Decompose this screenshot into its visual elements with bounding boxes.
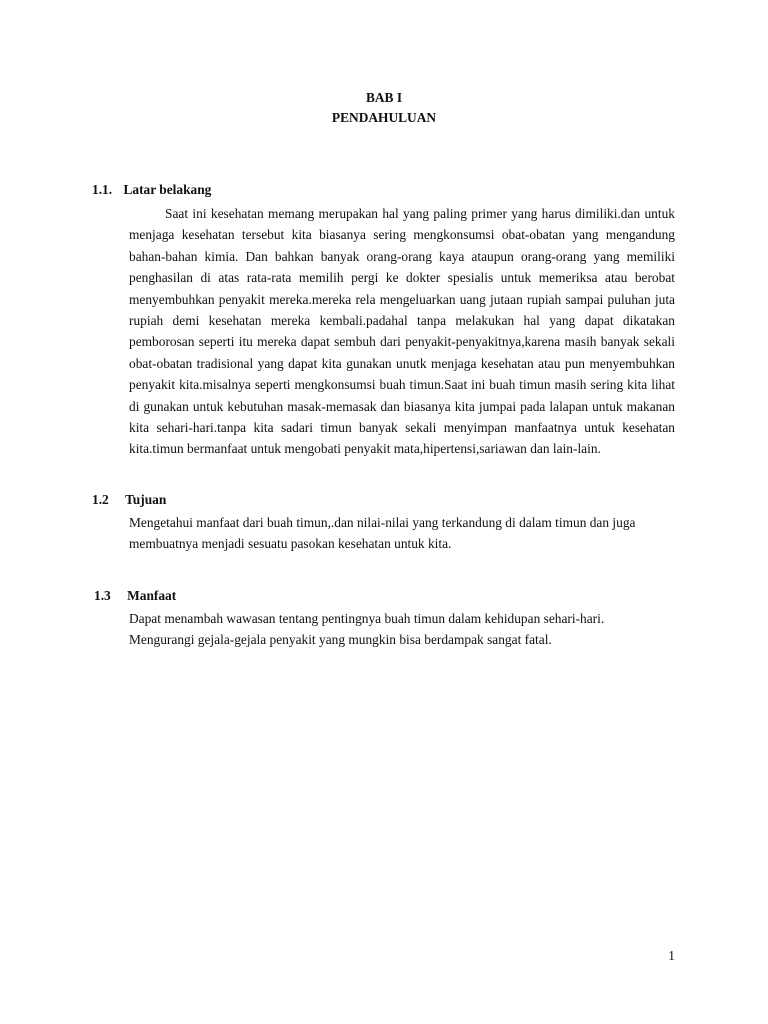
- section-body-manfaat: [129, 608, 655, 651]
- page-number: 1: [668, 948, 675, 963]
- paragraph: Mengetahui manfaat dari buah timun,.dan nilai-nilai yang terkandung di dalam timun dan juga membuatnya menjadi sesuatu pasokan kesehatan untuk kita.: [129, 515, 636, 552]
- section-title: Tujuan: [125, 492, 167, 507]
- section-number: 1.3: [94, 588, 111, 603]
- section-number: 1.2: [92, 492, 109, 507]
- section-body-tujuan: [129, 512, 664, 555]
- chapter-title: PENDAHULUAN: [331, 110, 437, 125]
- section-title: Manfaat: [127, 588, 177, 603]
- chapter-label: BAB I: [365, 90, 403, 105]
- chapter-heading: [0, 88, 768, 128]
- section-heading-manfaat: [94, 588, 176, 604]
- section-body-latar-belakang: [129, 203, 675, 460]
- section-number: 1.1.: [92, 182, 113, 197]
- section-heading-latar-belakang: [92, 182, 211, 198]
- paragraph: Dapat menambah wawasan tentang pentingnya buah timun dalam kehidupan sehari-hari. Mengurangi gejala-gejala penyakit yang mungkin bisa berdampak sangat fatal.: [129, 611, 605, 648]
- section-heading-tujuan: [92, 492, 166, 508]
- section-title: Latar belakang: [123, 182, 212, 197]
- paragraph: Saat ini kesehatan memang merupakan hal yang paling primer yang harus dimiliki.dan untuk menjaga kesehatan tersebut kita biasanya sering mengkonsumsi obat-obatan yang mengandung bahan-bahan kimia. Dan bahkan banyak orang-orang kaya ataupun orang-orang yang memiliki penghasilan di atas rata-rata memilih pergi ke dokter spesialis untuk memeriksa atau berobat menyembuhkan penyakit mereka.mereka rela mengeluarkan uang jutaan rupiah sampai puluhan juta rupiah demi kesehatan mereka kembali.padahal tanpa melakukan hal yang dapat dikatakan pemborosan seperti itu mereka dapat sembuh dari penyakit-penyakitnya,karena masih banyak sekali obat-obatan tradisional yang dapat kita gunakan unutk menjaga kesehatan atau pun menyembuhkan penyakit kita.misalnya seperti mengkonsumsi buah timun.Saat ini buah timun masih sering kita lihat di gunakan untuk kebutuhan masak-memasak dan biasanya kita jumpai pada lalapan untuk makanan kita sehari-hari.tanpa kita sadari timun banyak sekali menyimpan manfaatnya untuk kesehatan kita.timun bermanfaat untuk mengobati penyakit mata,hipertensi,sariawan dan lain-lain.: [129, 206, 675, 457]
